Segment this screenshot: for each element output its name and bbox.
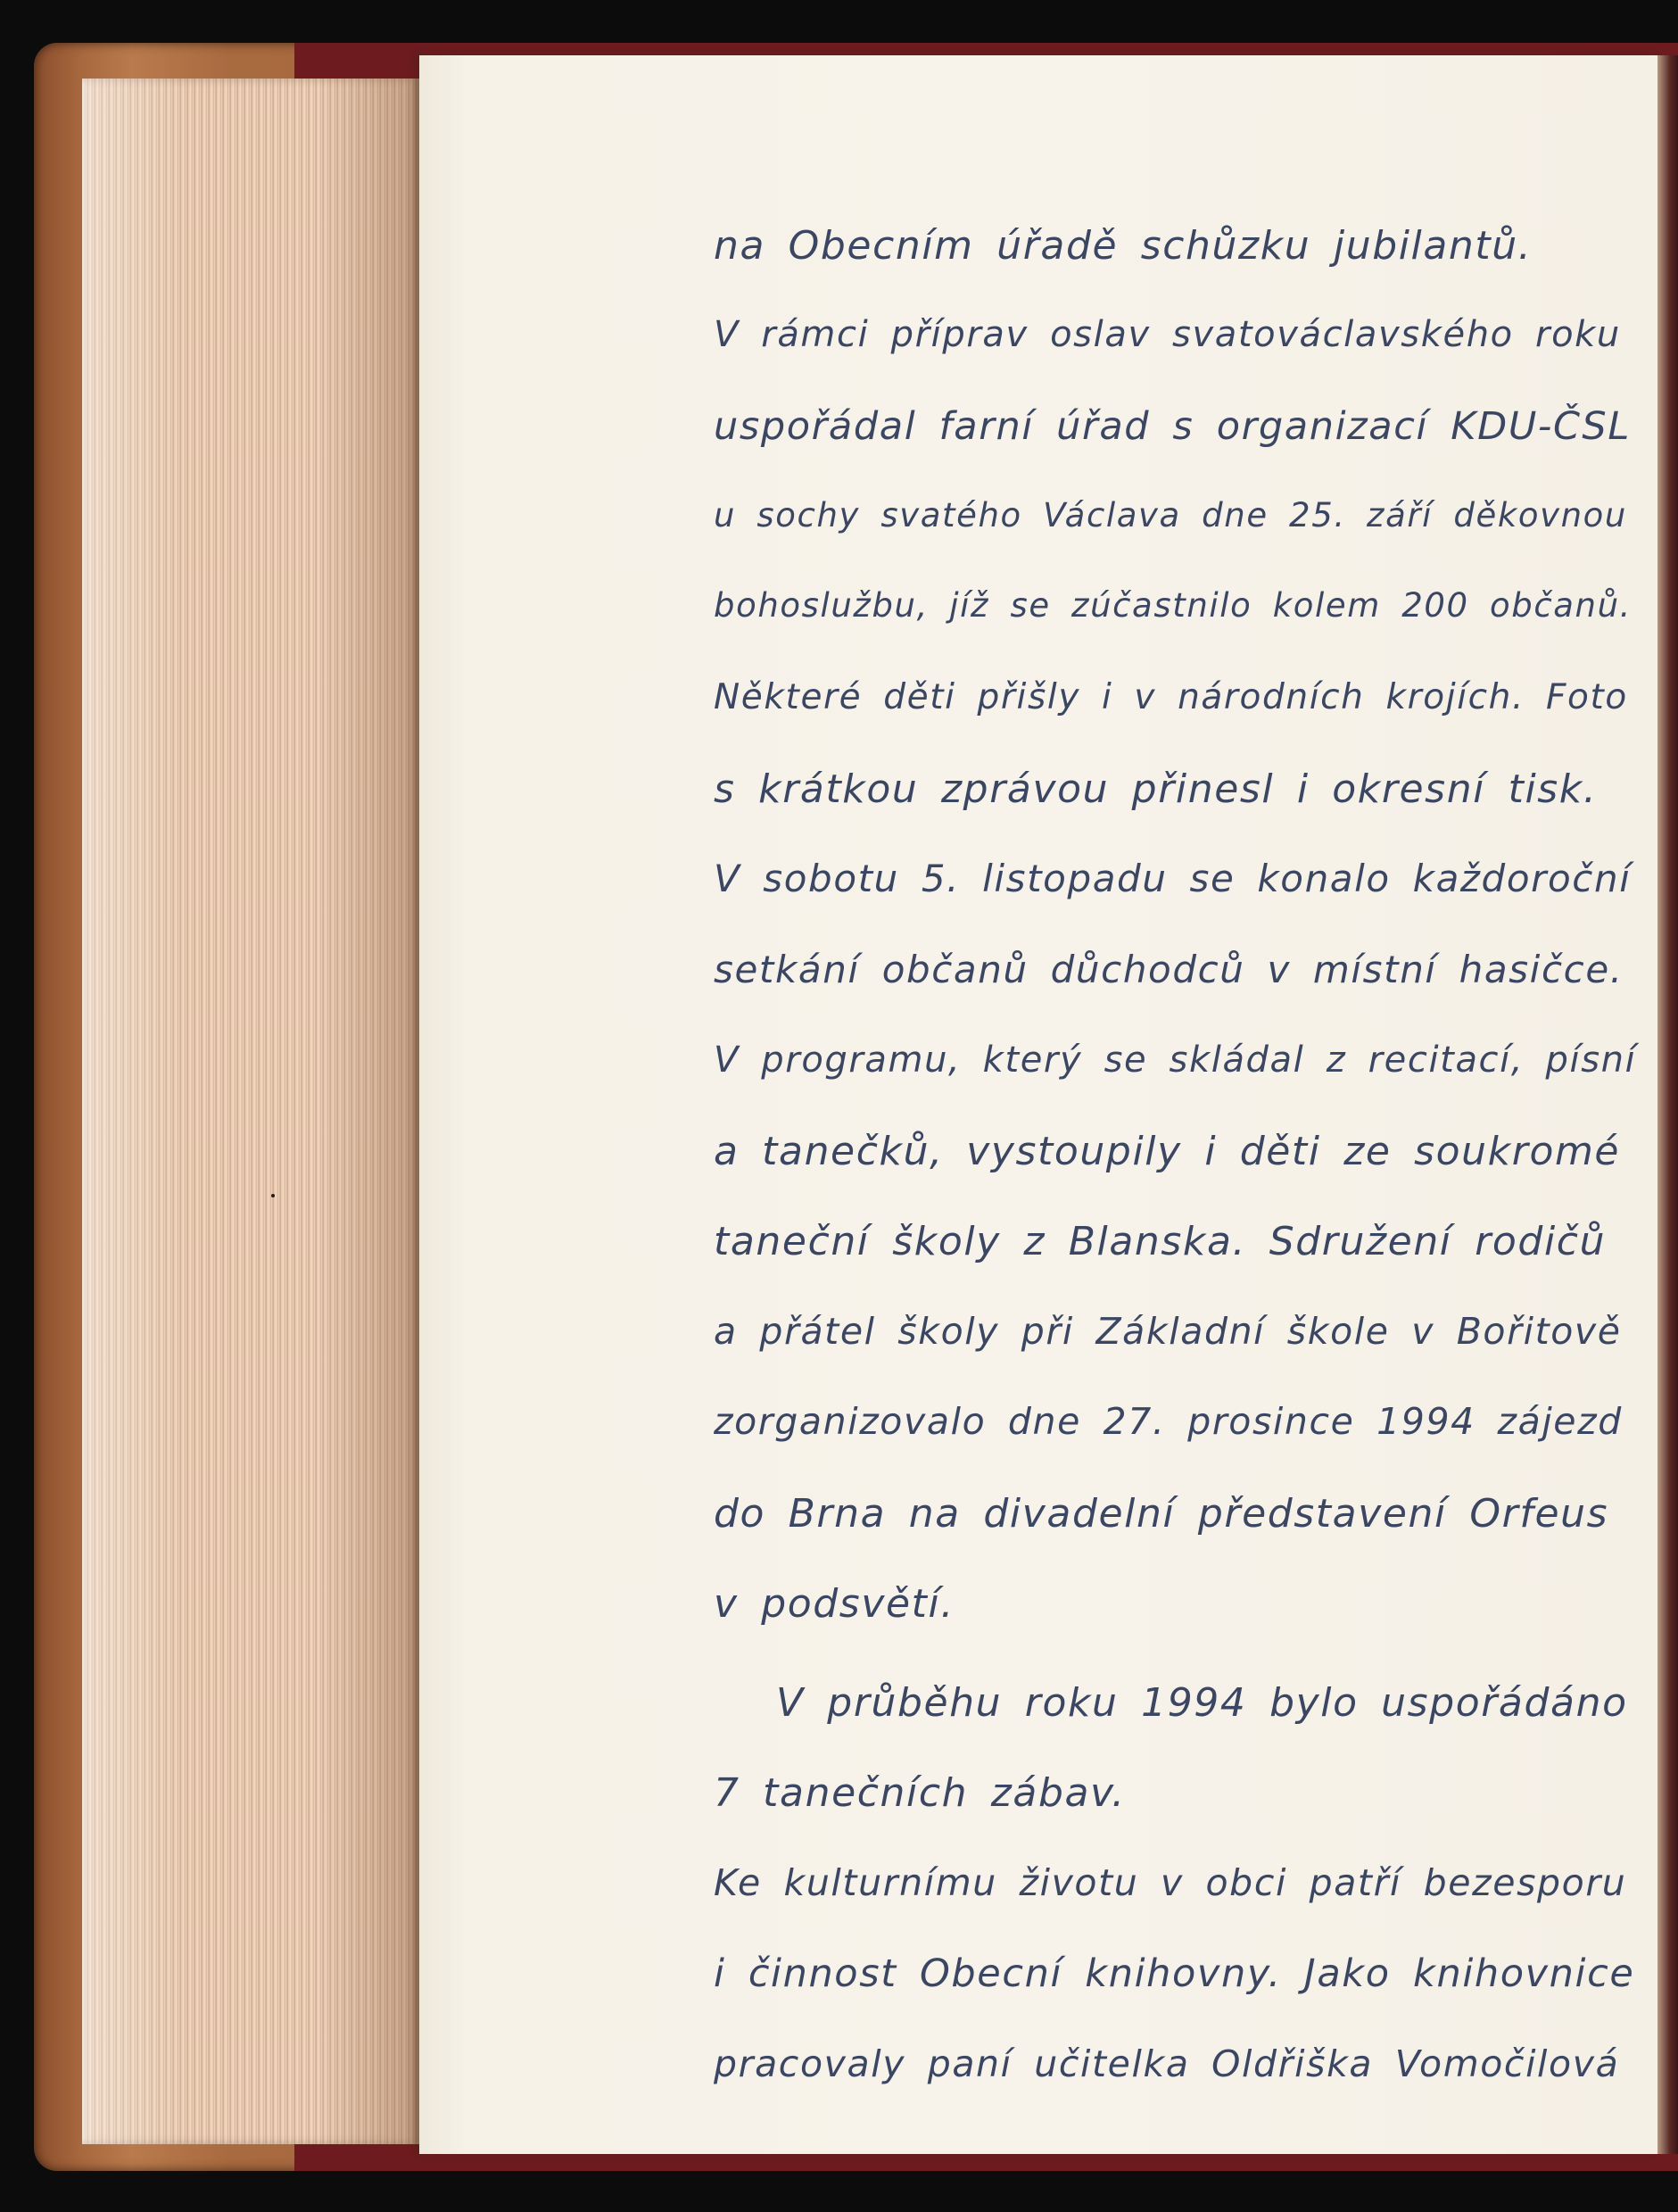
book-cover-right-edge bbox=[1657, 55, 1678, 2154]
text-line-20: i činnost Obecní knihovny. Jako knihovnice bbox=[714, 1951, 1635, 1996]
text-line-16: v podsvětí. bbox=[714, 1581, 955, 1627]
text-line-1: na Obecním úřadě schůzku jubilantů. bbox=[714, 223, 1533, 269]
text-line-6: Některé děti přišly i v národních krojích. Foto bbox=[714, 677, 1628, 717]
text-line-14: zorganizovalo dne 27. prosince 1994 zájezd bbox=[714, 1400, 1623, 1443]
page-edges-shade bbox=[82, 79, 419, 2144]
text-line-5: bohoslužbu, jíž se zúčastnilo kolem 200 občanů. bbox=[714, 586, 1633, 625]
text-line-8: V sobotu 5. listopadu se konalo každoroční bbox=[714, 857, 1632, 900]
handwritten-page bbox=[419, 55, 1657, 2154]
text-line-18: 7 tanečních zábav. bbox=[714, 1770, 1126, 1816]
text-line-10: V programu, který se skládal z recitací, písní bbox=[714, 1040, 1637, 1081]
text-line-9: setkání občanů důchodců v místní hasičce. bbox=[714, 948, 1624, 991]
text-line-12: taneční školy z Blanska. Sdružení rodičů bbox=[714, 1219, 1607, 1264]
text-line-2: V rámci příprav oslav svatováclavského roku bbox=[714, 314, 1621, 355]
text-line-17: V průběhu roku 1994 bylo uspořádáno bbox=[776, 1680, 1628, 1726]
text-line-21: pracovaly paní učitelka Oldřiška Vomočilová bbox=[714, 2042, 1620, 2085]
text-line-13: a přátel školy při Základní škole v Bořitově bbox=[714, 1310, 1622, 1353]
text-line-7: s krátkou zprávou přinesl i okresní tisk. bbox=[714, 766, 1598, 812]
text-line-3: uspořádal farní úřad s organizací KDU-ČSL bbox=[714, 404, 1631, 449]
text-line-4: u sochy svatého Václava dne 25. září děkovnou bbox=[714, 496, 1627, 534]
text-line-11: a tanečků, vystoupily i děti ze soukromé bbox=[714, 1129, 1621, 1174]
edge-mark bbox=[271, 1194, 275, 1197]
text-line-19: Ke kulturnímu životu v obci patří bezesporu bbox=[714, 1861, 1627, 1904]
text-line-15: do Brna na divadelní představení Orfeus bbox=[714, 1491, 1609, 1537]
